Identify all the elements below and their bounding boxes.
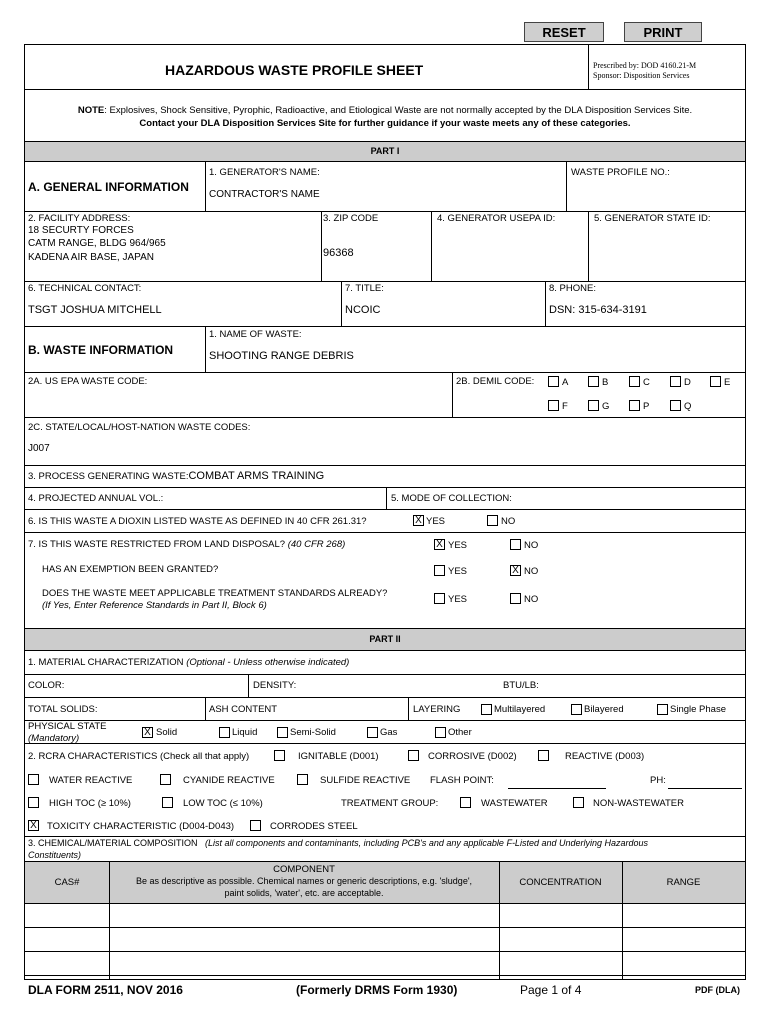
exemption-question: HAS AN EXEMPTION BEEN GRANTED? — [42, 564, 219, 575]
dioxin-yes-label: YES — [426, 516, 446, 527]
epa-waste-code-label: 2A. US EPA WASTE CODE: — [28, 376, 148, 387]
waste-profile-no-label: WASTE PROFILE NO.: — [571, 167, 670, 178]
treatment-question: DOES THE WASTE MEET APPLICABLE TREATMENT STANDARDS ALREADY? — [42, 588, 388, 599]
demil-b-label: B — [602, 377, 609, 388]
corrosive-label: CORROSIVE (D002) — [428, 751, 517, 762]
page-number: Page 1 of 4 — [520, 983, 582, 997]
exemption-no-checkbox[interactable]: X — [510, 565, 521, 576]
semi-solid-checkbox[interactable] — [277, 727, 288, 738]
dioxin-no-checkbox[interactable] — [487, 515, 498, 526]
composition-label: 3. CHEMICAL/MATERIAL COMPOSITION (List all components and contaminants, including PCB's and any applicable F-Listed and Underlying Hazardous — [28, 838, 649, 848]
col-concentration: CONCENTRATION — [519, 877, 602, 888]
demil-p-checkbox[interactable] — [629, 400, 640, 411]
treatment-note: (If Yes, Enter Reference Standards in Part II, Block 6) — [42, 600, 267, 611]
facility-address-label: 2. FACILITY ADDRESS: — [28, 213, 131, 224]
dioxin-no-label: NO — [501, 516, 516, 527]
dioxin-question: 6. IS THIS WASTE A DIOXIN LISTED WASTE AS DEFINED IN 40 CFR 261.31? — [28, 516, 367, 527]
formerly: (Formerly DRMS Form 1930) — [296, 983, 458, 997]
solid-label: Solid — [156, 727, 178, 738]
composition-note-2: Constituents) — [28, 850, 82, 860]
mode-of-collection-label: 5. MODE OF COLLECTION: — [391, 493, 512, 504]
gas-checkbox[interactable] — [367, 727, 378, 738]
demil-f-label: F — [562, 401, 568, 412]
demil-q-checkbox[interactable] — [670, 400, 681, 411]
process-value[interactable]: COMBAT ARMS TRAINING — [188, 470, 325, 482]
phone-value[interactable]: DSN: 315-634-3191 — [549, 304, 647, 316]
low-toc-checkbox[interactable] — [162, 797, 173, 808]
ignitable-checkbox[interactable] — [274, 750, 285, 761]
non-wastewater-checkbox[interactable] — [573, 797, 584, 808]
facility-address-line-1[interactable]: 18 SECURTY FORCES — [28, 225, 134, 236]
generator-usepa-id-label: 4. GENERATOR USEPA ID: — [437, 213, 556, 224]
demil-b-checkbox[interactable] — [588, 376, 599, 387]
corrodes-steel-checkbox[interactable] — [250, 820, 261, 831]
restricted-question: 7. IS THIS WASTE RESTRICTED FROM LAND DISPOSAL? (40 CFR 268) — [28, 539, 346, 550]
state-waste-codes-value[interactable]: J007 — [28, 443, 50, 454]
facility-address-line-2[interactable]: CATM RANGE, BLDG 964/965 — [28, 238, 166, 249]
form-number: DLA FORM 2511, NOV 2016 — [28, 983, 183, 997]
physical-state-label: PHYSICAL STATE — [28, 721, 107, 732]
toxicity-label: TOXICITY CHARACTERISTIC (D004-D043) — [47, 821, 235, 832]
low-toc-label: LOW TOC (≤ 10%) — [183, 798, 263, 809]
semi-solid-label: Semi-Solid — [290, 727, 336, 738]
layering-label: LAYERING — [413, 704, 461, 715]
single-phase-checkbox[interactable] — [657, 704, 668, 715]
sulfide-reactive-label: SULFIDE REACTIVE — [320, 775, 411, 786]
form-title: HAZARDOUS WASTE PROFILE SHEET — [165, 62, 424, 78]
restricted-no-label: NO — [524, 540, 539, 551]
bilayered-label: Bilayered — [584, 704, 624, 715]
pdf-label: PDF (DLA) — [695, 985, 740, 995]
reactive-label: REACTIVE (D003) — [565, 751, 645, 762]
flash-point-input[interactable] — [508, 788, 606, 789]
col-range: RANGE — [666, 877, 701, 888]
state-waste-codes-label: 2C. STATE/LOCAL/HOST-NATION WASTE CODES: — [28, 422, 251, 433]
water-reactive-checkbox[interactable] — [28, 774, 39, 785]
demil-d-checkbox[interactable] — [670, 376, 681, 387]
reactive-checkbox[interactable] — [538, 750, 549, 761]
demil-code-label: 2B. DEMIL CODE: — [456, 376, 535, 387]
print-button[interactable]: PRINT — [624, 22, 702, 42]
ph-input[interactable] — [668, 788, 742, 789]
note-line-1: NOTE: Explosives, Shock Sensitive, Pyrophic, Radioactive, and Etiological Waste are not normally accepted by the DLA Disposition Services Site. — [77, 105, 693, 116]
demil-a-label: A — [562, 377, 569, 388]
exemption-yes-checkbox[interactable] — [434, 565, 445, 576]
restricted-no-checkbox[interactable] — [510, 539, 521, 550]
multilayered-checkbox[interactable] — [481, 704, 492, 715]
gas-label: Gas — [380, 727, 398, 738]
toxicity-checkbox[interactable]: X — [28, 820, 39, 831]
restricted-yes-checkbox[interactable]: X — [434, 539, 445, 550]
flash-point-label: FLASH POINT: — [430, 775, 494, 786]
demil-d-label: D — [684, 377, 691, 388]
demil-p-label: P — [643, 401, 650, 412]
physical-state-mandatory: (Mandatory) — [28, 733, 80, 744]
liquid-label: Liquid — [232, 727, 258, 738]
demil-q-label: Q — [684, 401, 692, 412]
zip-code-label: 3. ZIP CODE — [323, 213, 379, 224]
sponsor: Sponsor: Disposition Services — [593, 71, 690, 80]
btu-label: BTU/LB: — [503, 680, 539, 691]
demil-e-checkbox[interactable] — [710, 376, 721, 387]
title-value[interactable]: NCOIC — [345, 304, 381, 316]
solid-checkbox[interactable]: X — [142, 727, 153, 738]
other-checkbox[interactable] — [435, 727, 446, 738]
ignitable-label: IGNITABLE (D001) — [298, 751, 379, 762]
treatment-no-label: NO — [524, 594, 539, 605]
col-component-desc-1: Be as descriptive as possible. Chemical names or generic descriptions, e.g. 'sludge', — [135, 876, 473, 886]
single-phase-label: Single Phase — [670, 704, 726, 715]
treatment-yes-checkbox[interactable] — [434, 593, 445, 604]
demil-a-checkbox[interactable] — [548, 376, 559, 387]
demil-c-checkbox[interactable] — [629, 376, 640, 387]
waste-name-label: 1. NAME OF WASTE: — [209, 329, 302, 340]
demil-c-label: C — [643, 377, 650, 388]
bilayered-checkbox[interactable] — [571, 704, 582, 715]
col-cas: CAS# — [54, 877, 80, 888]
water-reactive-label: WATER REACTIVE — [49, 775, 133, 786]
restricted-yes-label: YES — [448, 540, 468, 551]
cyanide-reactive-label: CYANIDE REACTIVE — [183, 775, 275, 786]
high-toc-checkbox[interactable] — [28, 797, 39, 808]
section-a-title: A. GENERAL INFORMATION — [28, 180, 189, 194]
hazardous-waste-form — [24, 44, 746, 980]
exemption-no-label: NO — [524, 566, 539, 577]
generator-name-label: 1. GENERATOR'S NAME: — [209, 167, 320, 178]
demil-g-label: G — [602, 401, 610, 412]
annual-volume-label: 4. PROJECTED ANNUAL VOL.: — [28, 493, 164, 504]
exemption-yes-label: YES — [448, 566, 468, 577]
material-characterization-label: 1. MATERIAL CHARACTERIZATION (Optional - Unless otherwise indicated) — [28, 657, 350, 668]
process-label: 3. PROCESS GENERATING WASTE:COMBAT ARMS TRAINING — [28, 470, 325, 482]
cyanide-reactive-checkbox[interactable] — [160, 774, 171, 785]
ph-label: PH: — [650, 775, 666, 786]
technical-contact-label: 6. TECHNICAL CONTACT: — [28, 283, 142, 294]
wastewater-checkbox[interactable] — [460, 797, 471, 808]
corrodes-steel-label: CORRODES STEEL — [270, 821, 358, 832]
color-label: COLOR: — [28, 680, 65, 691]
demil-g-checkbox[interactable] — [588, 400, 599, 411]
treatment-no-checkbox[interactable] — [510, 593, 521, 604]
total-solids-label: TOTAL SOLIDS: — [28, 704, 98, 715]
note-line-2: Contact your DLA Disposition Services Site for further guidance if your waste meets any of these categories. — [139, 118, 631, 129]
high-toc-label: HIGH TOC (≥ 10%) — [49, 798, 131, 809]
zip-code-value[interactable]: 96368 — [323, 247, 354, 259]
waste-name-value[interactable]: SHOOTING RANGE DEBRIS — [209, 350, 354, 362]
col-component: COMPONENT — [273, 864, 335, 875]
treatment-yes-label: YES — [448, 594, 468, 605]
part-1-bar: PART I — [25, 142, 745, 161]
reset-button[interactable]: RESET — [524, 22, 604, 42]
facility-address-line-3[interactable]: KADENA AIR BASE, JAPAN — [28, 252, 154, 263]
section-b-title: B. WASTE INFORMATION — [28, 343, 174, 357]
demil-e-label: E — [724, 377, 731, 388]
phone-label: 8. PHONE: — [549, 283, 596, 294]
density-label: DENSITY: — [253, 680, 297, 691]
other-label: Other — [448, 727, 472, 738]
multilayered-label: Multilayered — [494, 704, 546, 715]
liquid-checkbox[interactable] — [219, 727, 230, 738]
treatment-group-label: TREATMENT GROUP: — [341, 798, 439, 809]
wastewater-label: WASTEWATER — [481, 798, 548, 809]
sulfide-reactive-checkbox[interactable] — [297, 774, 308, 785]
rcra-label: 2. RCRA CHARACTERISTICS (Check all that apply) — [28, 751, 250, 762]
demil-f-checkbox[interactable] — [548, 400, 559, 411]
dioxin-yes-checkbox[interactable]: X — [413, 515, 424, 526]
non-wastewater-label: NON-WASTEWATER — [593, 798, 684, 809]
generator-state-id-label: 5. GENERATOR STATE ID: — [594, 213, 711, 224]
prescribed-by: Prescribed by: DOD 4160.21-M — [593, 61, 697, 70]
technical-contact-value[interactable]: TSGT JOSHUA MITCHELL — [28, 304, 162, 316]
ash-content-label: ASH CONTENT — [209, 704, 278, 715]
corrosive-checkbox[interactable] — [408, 750, 419, 761]
col-component-desc-2: paint solids, 'water', etc. are acceptable. — [224, 888, 384, 898]
title-label: 7. TITLE: — [345, 283, 384, 294]
part-2-bar: PART II — [25, 629, 745, 650]
generator-name-value[interactable]: CONTRACTOR'S NAME — [209, 189, 320, 200]
